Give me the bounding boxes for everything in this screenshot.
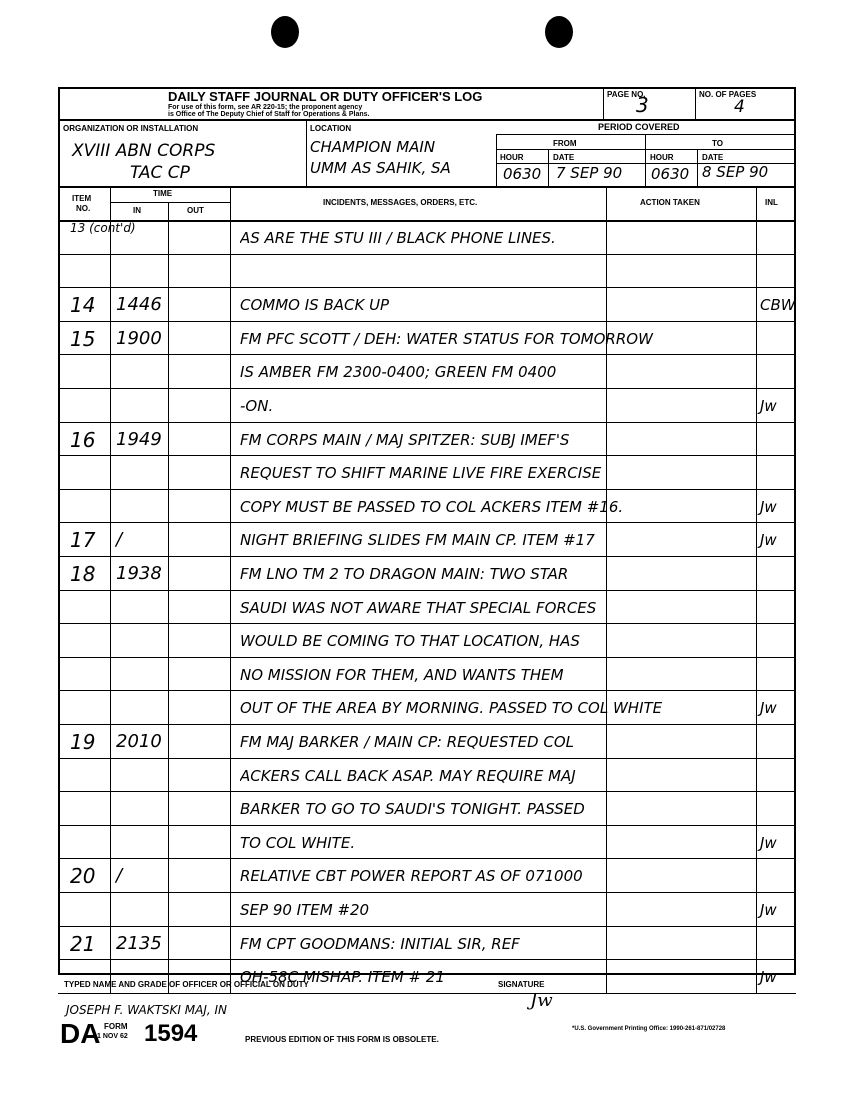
grid-line: [58, 119, 796, 121]
row-time-in[interactable]: 2135: [116, 933, 162, 954]
from-hour-value[interactable]: 0630: [503, 165, 542, 183]
row-entry-text[interactable]: NIGHT BRIEFING SLIDES FM MAIN CP. ITEM #17: [240, 531, 595, 549]
row-time-in[interactable]: 1446: [116, 294, 162, 315]
grid-line: [496, 134, 796, 135]
row-item-no[interactable]: 19: [70, 730, 96, 754]
row-entry-text[interactable]: RELATIVE CBT POWER REPORT AS OF 071000: [240, 867, 583, 885]
location-label: LOCATION: [310, 124, 352, 133]
location-value-line-1[interactable]: CHAMPION MAIN: [310, 138, 436, 156]
row-initials[interactable]: Jw: [760, 498, 777, 516]
to-label: TO: [712, 139, 723, 148]
grid-line: [645, 134, 646, 186]
org-value-line-2[interactable]: TAC CP: [130, 163, 190, 183]
grid-line: [306, 119, 307, 186]
from-label: FROM: [553, 139, 577, 148]
grid-line: [58, 186, 796, 188]
row-entry-text[interactable]: FM CPT GOODMANS: INITIAL SIR, REF: [240, 935, 520, 953]
grid-line: [695, 87, 696, 119]
grid-line: [496, 149, 796, 150]
action-taken-label: ACTION TAKEN: [640, 198, 700, 207]
org-value-line-1[interactable]: XVIII ABN CORPS: [72, 141, 216, 161]
grid-line: [58, 993, 796, 994]
time-label: TIME: [153, 189, 173, 198]
punch-hole-right: [545, 16, 573, 48]
row-entry-text[interactable]: SEP 90 ITEM #20: [240, 901, 370, 919]
row-entry-text[interactable]: NO MISSION FOR THEM, AND WANTS THEM: [240, 666, 564, 684]
row-time-in[interactable]: 2010: [116, 731, 162, 752]
row-entry-text[interactable]: TO COL WHITE.: [240, 834, 356, 852]
row-initials[interactable]: Jw: [760, 834, 777, 852]
row-initials[interactable]: Jw: [760, 699, 777, 717]
row-time-in[interactable]: 1949: [116, 429, 162, 450]
grid-line: [230, 186, 231, 993]
from-hour-label: HOUR: [500, 153, 524, 162]
no-of-pages-value[interactable]: 4: [734, 97, 745, 117]
form-subtitle-1: For use of this form, see AR 220-15; the proponent agency: [168, 104, 363, 111]
row-initials[interactable]: Jw: [760, 397, 777, 415]
previous-edition-note: PREVIOUS EDITION OF THIS FORM IS OBSOLETE.: [245, 1035, 439, 1044]
typed-name-value[interactable]: JOSEPH F. WAKTSKI MAJ, IN: [66, 1003, 228, 1017]
row-time-in[interactable]: 1900: [116, 328, 162, 349]
form-word: FORM: [104, 1022, 128, 1031]
row-entry-text[interactable]: FM LNO TM 2 TO DRAGON MAIN: TWO STAR: [240, 565, 569, 583]
grid-line: [756, 186, 757, 993]
no-of-pages-label: NO. OF PAGES: [699, 90, 757, 99]
item-no-label: ITEM: [72, 194, 92, 203]
time-out-label: OUT: [187, 206, 204, 215]
period-covered-label: PERIOD COVERED: [598, 122, 680, 132]
org-label: ORGANIZATION OR INSTALLATION: [63, 124, 199, 133]
to-date-value[interactable]: 8 SEP 90: [702, 163, 769, 181]
form-subtitle-2: is Office of The Deputy Chief of Staff for Operations & Plans.: [168, 111, 370, 118]
form-title: DAILY STAFF JOURNAL OR DUTY OFFICER'S LOG: [168, 89, 483, 104]
page-no-value[interactable]: 3: [636, 93, 649, 117]
row-entry-text[interactable]: COMMO IS BACK UP: [240, 296, 390, 314]
row-initials[interactable]: Jw: [760, 531, 777, 549]
to-hour-value[interactable]: 0630: [651, 165, 690, 183]
row-item-no[interactable]: 13 (cont'd): [70, 221, 136, 235]
row-item-no[interactable]: 15: [70, 327, 96, 351]
grid-line: [110, 202, 230, 203]
gpo-note: *U.S. Government Printing Office: 1990-261-871/02728: [572, 1026, 726, 1032]
grid-line: [603, 87, 604, 119]
grid-line: [496, 163, 796, 164]
time-in-label: IN: [133, 206, 141, 215]
form-date: 1 NOV 62: [97, 1033, 128, 1040]
from-date-value[interactable]: 7 SEP 90: [556, 164, 623, 182]
row-entry-text[interactable]: OUT OF THE AREA BY MORNING. PASSED TO COL WHITE: [240, 699, 663, 717]
row-entry-text[interactable]: SAUDI WAS NOT AWARE THAT SPECIAL FORCES: [240, 599, 597, 617]
row-entry-text[interactable]: OH-58C MISHAP. ITEM # 21: [240, 968, 445, 986]
row-item-no[interactable]: 14: [70, 293, 96, 317]
row-item-no[interactable]: 21: [70, 932, 96, 956]
inl-label: INL: [765, 198, 778, 207]
row-time-in[interactable]: /: [116, 529, 123, 550]
row-item-no[interactable]: 17: [70, 528, 96, 552]
row-entry-text[interactable]: COPY MUST BE PASSED TO COL ACKERS ITEM #16.: [240, 498, 624, 516]
grid-line: [548, 149, 549, 186]
row-entry-text[interactable]: WOULD BE COMING TO THAT LOCATION, HAS: [240, 632, 580, 650]
row-entry-text[interactable]: FM PFC SCOTT / DEH: WATER STATUS FOR TOMORROW: [240, 330, 653, 348]
grid-line: [110, 186, 111, 993]
form-number: 1594: [144, 1020, 198, 1047]
row-entry-text[interactable]: ACKERS CALL BACK ASAP. MAY REQUIRE MAJ: [240, 767, 576, 785]
row-item-no[interactable]: 20: [70, 864, 96, 888]
form-da: DA: [60, 1018, 101, 1049]
row-initials[interactable]: Jw: [760, 901, 777, 919]
incidents-label: INCIDENTS, MESSAGES, ORDERS, ETC.: [323, 198, 478, 207]
row-entry-text[interactable]: FM MAJ BARKER / MAIN CP: REQUESTED COL: [240, 733, 575, 751]
to-date-label: DATE: [702, 153, 724, 162]
signature-label: SIGNATURE: [498, 980, 545, 989]
from-date-label: DATE: [553, 153, 575, 162]
location-value-line-2[interactable]: UMM AS SAHIK, SA: [310, 159, 451, 177]
row-entry-text[interactable]: AS ARE THE STU III / BLACK PHONE LINES.: [240, 229, 556, 247]
item-no-label-2: NO.: [76, 204, 91, 213]
row-entry-text[interactable]: IS AMBER FM 2300-0400; GREEN FM 0400: [240, 363, 557, 381]
grid-line: [697, 149, 698, 186]
signature-mark[interactable]: Jw: [530, 990, 553, 1011]
grid-line: [168, 202, 169, 993]
page-no-label: PAGE NO.: [607, 90, 646, 99]
row-item-no[interactable]: 16: [70, 428, 96, 452]
row-item-no[interactable]: 18: [70, 562, 96, 586]
row-initials[interactable]: CBW: [760, 296, 796, 314]
typed-name-label: TYPED NAME AND GRADE OF OFFICER OR OFFICIAL ON DUTY: [64, 980, 309, 989]
grid-line: [496, 134, 497, 186]
to-hour-label: HOUR: [650, 153, 674, 162]
row-entry-text[interactable]: BARKER TO GO TO SAUDI'S TONIGHT. PASSED: [240, 800, 585, 818]
row-entry-text[interactable]: -ON.: [240, 397, 274, 415]
row-entry-text[interactable]: FM CORPS MAIN / MAJ SPITZER: SUBJ IMEF'S: [240, 431, 570, 449]
row-time-in[interactable]: /: [116, 865, 123, 886]
row-initials[interactable]: Jw: [760, 968, 777, 986]
row-entry-text[interactable]: REQUEST TO SHIFT MARINE LIVE FIRE EXERCISE: [240, 464, 602, 482]
row-time-in[interactable]: 1938: [116, 563, 162, 584]
punch-hole-left: [271, 16, 299, 48]
